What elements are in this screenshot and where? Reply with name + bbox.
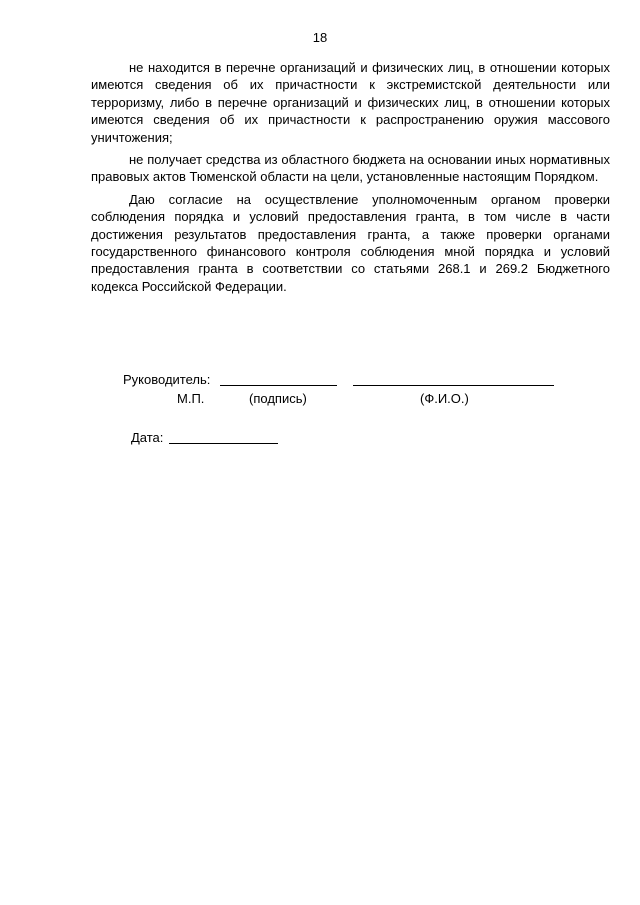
- stamp-caption: М.П.: [177, 391, 205, 406]
- paragraph-not-in-list: не находится в перечне организаций и физических лиц, в отношении которых имеются сведения об их причастности к экстремистской деятельности или терроризму, либо в перечне организаций и физических лиц, в отношении которых имеются сведения об их причастности к распространению оружия массового уничтожения;: [91, 60, 610, 145]
- full-name-caption: (Ф.И.О.): [420, 391, 469, 406]
- date-row: [131, 429, 331, 447]
- signature-caption: (подпись): [249, 391, 307, 406]
- signature-line: [220, 385, 337, 386]
- page-number: 18: [312, 30, 328, 45]
- signature-row: [123, 371, 583, 389]
- head-label: Руководитель:: [123, 372, 211, 387]
- date-label: Дата:: [131, 430, 164, 445]
- paragraph-no-other-funds: не получает средства из областного бюджета на основании иных нормативных правовых актов Тюменской области на цели, установленные настоящим Порядком.: [91, 152, 610, 185]
- paragraph-consent: Даю согласие на осуществление уполномоченным органом проверки соблюдения порядка и условий предоставления гранта, в том числе в части достижения результатов предоставления гранта, а также проверки органами государственного финансового контроля соблюдения мной порядка и условий предоставления гранта в соответствии со статьями 268.1 и 269.2 Бюджетного кодекса Российской Федерации.: [91, 191, 610, 294]
- document-body: [91, 59, 610, 300]
- full-name-line: [353, 385, 554, 386]
- signature-captions: [0, 390, 640, 408]
- date-line: [169, 443, 278, 444]
